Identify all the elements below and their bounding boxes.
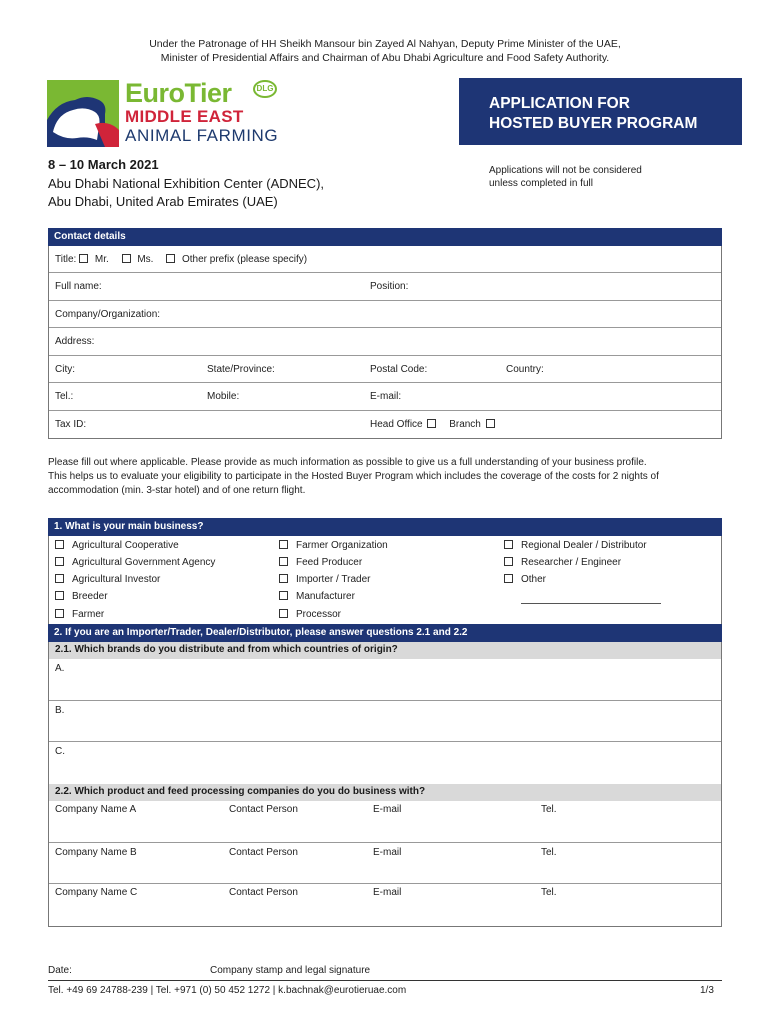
business-option-label: Importer / Trader — [296, 574, 371, 585]
logo-euro: Euro — [125, 78, 185, 108]
title-line-1: APPLICATION FOR — [489, 95, 630, 112]
business-option[interactable] — [55, 609, 104, 620]
business-option-checkbox[interactable] — [55, 557, 64, 566]
mr-label: Mr. — [94, 254, 109, 265]
brands-answer-a[interactable] — [49, 659, 721, 701]
address-field[interactable]: Address: — [55, 336, 95, 347]
dlg-badge: DLG — [253, 80, 277, 98]
company-tel-a: Tel. — [541, 804, 557, 815]
company-email-a: E-mail — [373, 804, 402, 815]
logo-mark-icon — [47, 80, 119, 147]
answer-a-label: A. — [55, 663, 65, 674]
tax-row — [49, 411, 721, 438]
tel-field[interactable]: Tel.: — [55, 391, 74, 402]
company-name-a: Company Name A — [55, 804, 137, 815]
business-option-label: Manufacturer — [296, 591, 355, 602]
contact-person-b: Contact Person — [229, 847, 298, 858]
state-field[interactable]: State/Province: — [207, 364, 275, 375]
business-option[interactable] — [279, 609, 341, 620]
other-prefix-label: Other prefix (please specify) — [182, 254, 308, 265]
eurotier-logo — [47, 80, 297, 148]
business-option-label: Processor — [296, 609, 342, 620]
intro-paragraph — [48, 456, 728, 498]
head-office-checkbox[interactable] — [427, 419, 436, 428]
answer-c-label: C. — [55, 746, 65, 757]
phone-row — [49, 383, 721, 411]
business-option[interactable] — [55, 574, 160, 585]
company-tel-c: Tel. — [541, 887, 557, 898]
title-label: Title: — [55, 254, 77, 265]
business-option-checkbox[interactable] — [279, 540, 288, 549]
business-option[interactable] — [504, 557, 621, 568]
intro-line-2: This helps us to evaluate your eligibility to participate in the Hosted Buyer Program which includes the coverage of the costs for 2 nights of — [48, 471, 659, 482]
contact-person-c: Contact Person — [229, 887, 298, 898]
question-2-2-heading: 2.2. Which product and feed processing companies do you do business with? — [48, 784, 722, 801]
logo-eurotier-text — [125, 78, 232, 108]
venue-line-2: Abu Dhabi, United Arab Emirates (UAE) — [48, 194, 278, 209]
brands-answer-b[interactable] — [49, 701, 721, 742]
brands-answer-frame — [48, 659, 722, 785]
name-row — [49, 273, 721, 301]
ms-checkbox[interactable] — [122, 254, 131, 263]
office-options — [370, 419, 495, 430]
business-option-label: Regional Dealer / Distributor — [521, 540, 647, 551]
note-line-1: Applications will not be considered — [489, 165, 642, 176]
tax-id-field[interactable]: Tax ID: — [55, 419, 87, 430]
logo-tier: Tier — [184, 78, 232, 108]
question-2-1-heading: 2.1. Which brands do you distribute and from which countries of origin? — [48, 642, 722, 659]
other-prefix-checkbox[interactable] — [166, 254, 175, 263]
full-name-field[interactable]: Full name: — [55, 281, 102, 292]
contact-details-heading: Contact details — [48, 228, 722, 246]
business-option-label: Farmer Organization — [296, 540, 388, 551]
business-option-label: Researcher / Engineer — [521, 557, 622, 568]
company-row-a[interactable] — [49, 801, 721, 843]
business-option-label: Other — [521, 574, 547, 585]
branch-checkbox[interactable] — [486, 419, 495, 428]
company-row-c[interactable] — [49, 884, 721, 926]
business-option-checkbox[interactable] — [279, 557, 288, 566]
logo-animal-farming: ANIMAL FARMING — [125, 126, 279, 145]
stamp-signature-field[interactable]: Company stamp and legal signature — [210, 965, 371, 976]
business-option-checkbox[interactable] — [55, 591, 64, 600]
business-option-checkbox[interactable] — [504, 574, 513, 583]
intro-line-3: accommodation (min. 3-star hotel) and of one return flight. — [48, 485, 306, 496]
branch-label: Branch — [449, 419, 481, 430]
title-line-2: HOSTED BUYER PROGRAM — [489, 115, 698, 132]
contact-details-frame — [48, 246, 722, 439]
footer-divider — [48, 980, 722, 981]
business-option[interactable] — [504, 574, 546, 585]
mobile-field[interactable]: Mobile: — [207, 391, 240, 402]
event-date: 8 – 10 March 2021 — [48, 157, 159, 172]
date-field[interactable]: Date: — [48, 965, 72, 976]
business-option-label: Feed Producer — [296, 557, 363, 568]
companies-frame — [48, 801, 722, 927]
patronage-line-2: Minister of Presidential Affairs and Chairman of Abu Dhabi Agriculture and Food Safety Authority. — [160, 52, 610, 64]
business-option-label: Farmer — [72, 609, 105, 620]
page-number: 1/3 — [700, 985, 714, 996]
question-2-heading: 2. If you are an Importer/Trader, Dealer/Distributor, please answer questions 2.1 and 2.2 — [48, 624, 722, 642]
city-row — [49, 356, 721, 383]
city-field[interactable]: City: — [55, 364, 75, 375]
business-option-checkbox[interactable] — [504, 540, 513, 549]
company-email-c: E-mail — [373, 887, 402, 898]
business-option-checkbox[interactable] — [279, 591, 288, 600]
business-option-label: Breeder — [72, 591, 108, 602]
company-row — [49, 301, 721, 328]
patronage-text — [0, 37, 770, 65]
business-option[interactable] — [279, 574, 370, 585]
company-name-c: Company Name C — [55, 887, 138, 898]
business-option[interactable] — [55, 591, 108, 602]
company-tel-b: Tel. — [541, 847, 557, 858]
mr-checkbox[interactable] — [79, 254, 88, 263]
footer-contact: Tel. +49 69 24788-239 | Tel. +971 (0) 50 452 1272 | k.bachnak@eurotieruae.com — [48, 985, 407, 996]
business-option[interactable] — [279, 540, 388, 551]
postal-code-field[interactable]: Postal Code: — [370, 364, 428, 375]
company-field[interactable]: Company/Organization: — [55, 309, 161, 320]
logo-middle-east: MIDDLE EAST — [125, 107, 244, 126]
business-option[interactable] — [55, 557, 215, 568]
address-row — [49, 328, 721, 356]
business-option-label: Agricultural Cooperative — [72, 540, 179, 551]
venue-line-1: Abu Dhabi National Exhibition Center (ADNEC), — [48, 176, 325, 191]
applications-note — [489, 164, 699, 190]
country-field[interactable]: Country: — [506, 364, 544, 375]
company-row-b[interactable] — [49, 843, 721, 884]
main-business-options — [48, 536, 722, 624]
business-option-label: Agricultural Government Agency — [72, 557, 216, 568]
company-email-b: E-mail — [373, 847, 402, 858]
business-option-checkbox[interactable] — [279, 609, 288, 618]
business-option-checkbox[interactable] — [55, 574, 64, 583]
email-field[interactable]: E-mail: — [370, 391, 402, 402]
ms-label: Ms. — [137, 254, 154, 265]
note-line-2: unless completed in full — [489, 178, 593, 189]
business-option-checkbox[interactable] — [279, 574, 288, 583]
main-business-heading: 1. What is your main business? — [48, 518, 722, 536]
application-title-box — [459, 78, 742, 145]
intro-line-1: Please fill out where applicable. Please provide as much information as possible to give us a full understanding of your business profile. — [48, 457, 647, 468]
contact-person-a: Contact Person — [229, 804, 298, 815]
business-option[interactable] — [279, 591, 355, 602]
business-option[interactable] — [504, 540, 647, 551]
business-option[interactable] — [55, 540, 179, 551]
company-name-b: Company Name B — [55, 847, 137, 858]
other-specify-line[interactable] — [521, 603, 661, 604]
business-option-label: Agricultural Investor — [72, 574, 161, 585]
patronage-line-1: Under the Patronage of HH Sheikh Mansour bin Zayed Al Nahyan, Deputy Prime Minister of the UAE, — [149, 38, 621, 50]
brands-answer-c[interactable] — [49, 742, 721, 784]
business-option-checkbox[interactable] — [504, 557, 513, 566]
title-options — [55, 254, 307, 265]
position-field[interactable]: Position: — [370, 281, 409, 292]
business-option-checkbox[interactable] — [55, 540, 64, 549]
title-row — [49, 246, 721, 273]
business-option-checkbox[interactable] — [55, 609, 64, 618]
business-option[interactable] — [279, 557, 362, 568]
event-venue — [48, 175, 324, 211]
answer-b-label: B. — [55, 705, 65, 716]
head-office-label: Head Office — [370, 419, 423, 430]
